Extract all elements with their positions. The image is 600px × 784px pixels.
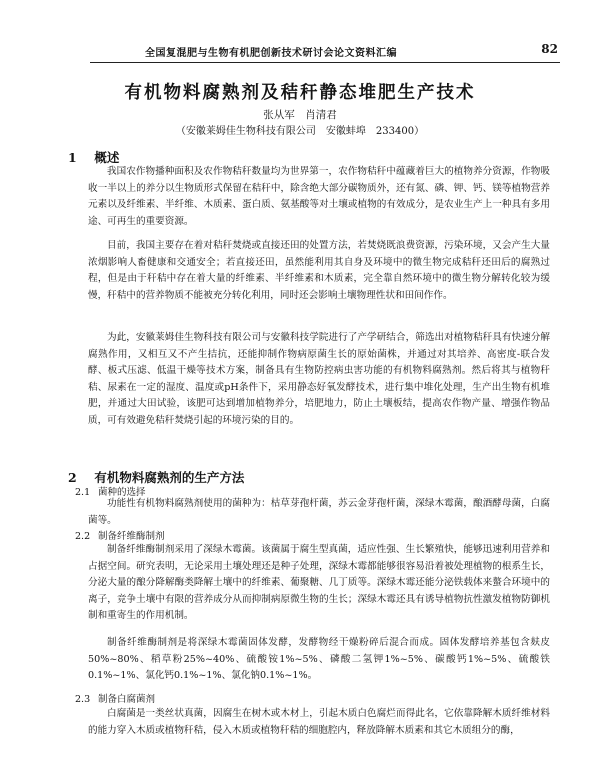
section-number: 1: [68, 150, 77, 165]
paragraph-cellulase-1: 制备纤维酶制剂采用了深绿木霉菌。该菌属于腐生型真菌，适应性强、生长繁殖快，能够迅速利用营养和占据空间。研究表明，无论采用土壤处理还是种子处理，深绿木霉都能够很容易沿着被处理植物的根系生长，分泌大量的酿分降解酶类降解土壤中的纤维素、葡聚糖、几丁质等。深绿木霉还能分泌铁载体来螯合环境中的离子，竞争土壤中有限的营养成分从而抑制病原微生物的生长；深绿木霉还具有诱导植物抗性激发植物防御机制和重寄生的作用机制。: [88, 544, 550, 622]
subsection-number: 2.3: [75, 694, 91, 705]
paragraph-overview-2: 目前，我国主要存在着对秸秆焚烧或直接还田的处置方法，若焚烧既浪费资源，污染环境，又会产生大量浓烟影响人畜健康和交通安全；若直接还田，虽然能利用其自身及环境中的微生物完成秸秆还田后的腐熟过程，但是由于秆秸中存在着大量的纤维素、半纤维素和木质素，完全靠自然环境中的微生物分解转化较为缓慢，秆秸中的营养物质不能被充分转化利用，同时还会影响土壤物理性状和田间作作。: [88, 240, 550, 301]
section-title: 概述: [94, 150, 120, 165]
section-number: 2: [68, 470, 77, 485]
subsection-number: 2.2: [75, 531, 91, 542]
subsection-title: 制备白腐菌剂: [98, 694, 156, 705]
paragraph-cellulase-2: 制备纤维酶制剂是将深绿木霉菌固体发酵，发酵物经干燥粉碎后混合而成。固体发酵培养基包含麸皮50%~80%、稻草粉25%~40%、硫酸铵1%~5%、磷酸二氢钾1%~5%、碳酸钙1%~5%、硫酸铁0.1%~1%、氯化钙0.1%~1%、氯化钠0.1%~1%。: [88, 637, 550, 682]
paper-title: 有机物料腐熟剂及秸秆静态堆肥生产技术: [124, 83, 476, 103]
paragraph-strains: 功能性有机物料腐熟剂使用的菌种为：枯草芽孢杆菌，苏云金芽孢杆菌，深绿木霉菌，酿酒酵母菌，白腐菌等。: [88, 498, 550, 526]
subsection-number: 2.1: [75, 487, 91, 498]
section-title: 有机物料腐熟剂的生产方法: [94, 470, 245, 485]
subsection-heading-2-3: [75, 691, 155, 705]
page-number: 82: [541, 42, 558, 56]
subsection-title: 制备纤维酶制剂: [98, 531, 165, 542]
running-title: 全国复混肥与生物有机肥创新技术研讨会论文资料汇编: [145, 48, 397, 59]
running-header: [90, 40, 560, 63]
subsection-heading-2-2: [75, 528, 165, 542]
affiliation: （安徽莱姆佳生物科技有限公司 安徽蚌埠 233400）: [175, 126, 425, 137]
paragraph-overview-1: 我国农作物播种面积及农作物秸秆数量均为世界第一，农作物秸秆中蕴藏着巨大的植物养分资源，作物吸收一半以上的养分以生物质形式保留在秸秆中，除含绝大部分碳物质外，还有氮、磷、钾、钙、镁等植物营养元素以及纤维素、半纤维、木质素、蛋白质、氨基酸等对土壤或植物的有效成分，是农业生产上一种具有多用途、可再生的重要资源。: [88, 166, 550, 227]
paragraph-overview-3: 为此，安徽莱姆佳生物科技有限公司与安徽科技学院进行了产学研结合，筛选出对植物秸秆具有快速分解腐熟作用，又相互又不产生拮抗，还能抑制作物病原菌生长的原始菌株，并通过对其培养、高密度-联合发酵、板式压滤、低温干燥等技术方案，制备具有生物防控病虫害功能的有机物料腐熟剂。然后将其与植物秆秸、尿素在一定的湿度、温度或pH条件下，采用静态好氧发酵技术，进行集中堆化处理，生产出生物有机堆肥，并通过大田试验，该肥可达到增加植物养分，培肥地力，防止土壤板结，提高农作物产量、增强作物品质，可有效避免秸秆焚烧引起的环境污染的目的。: [88, 332, 550, 426]
subsection-title: 菌种的选择: [98, 487, 146, 498]
authors: 张从军 肖清君: [263, 109, 337, 121]
paragraph-white-rot: 白腐菌是一类丝状真菌，因腐生在树木或木材上，引起木质白色腐烂而得此名，它依靠降解木质纤维材料的能力穿入木质或植物秆秸，侵入木质或植物秆秸的细胞腔内，释放降解木质素和其它木质组分的酶，: [88, 708, 550, 736]
